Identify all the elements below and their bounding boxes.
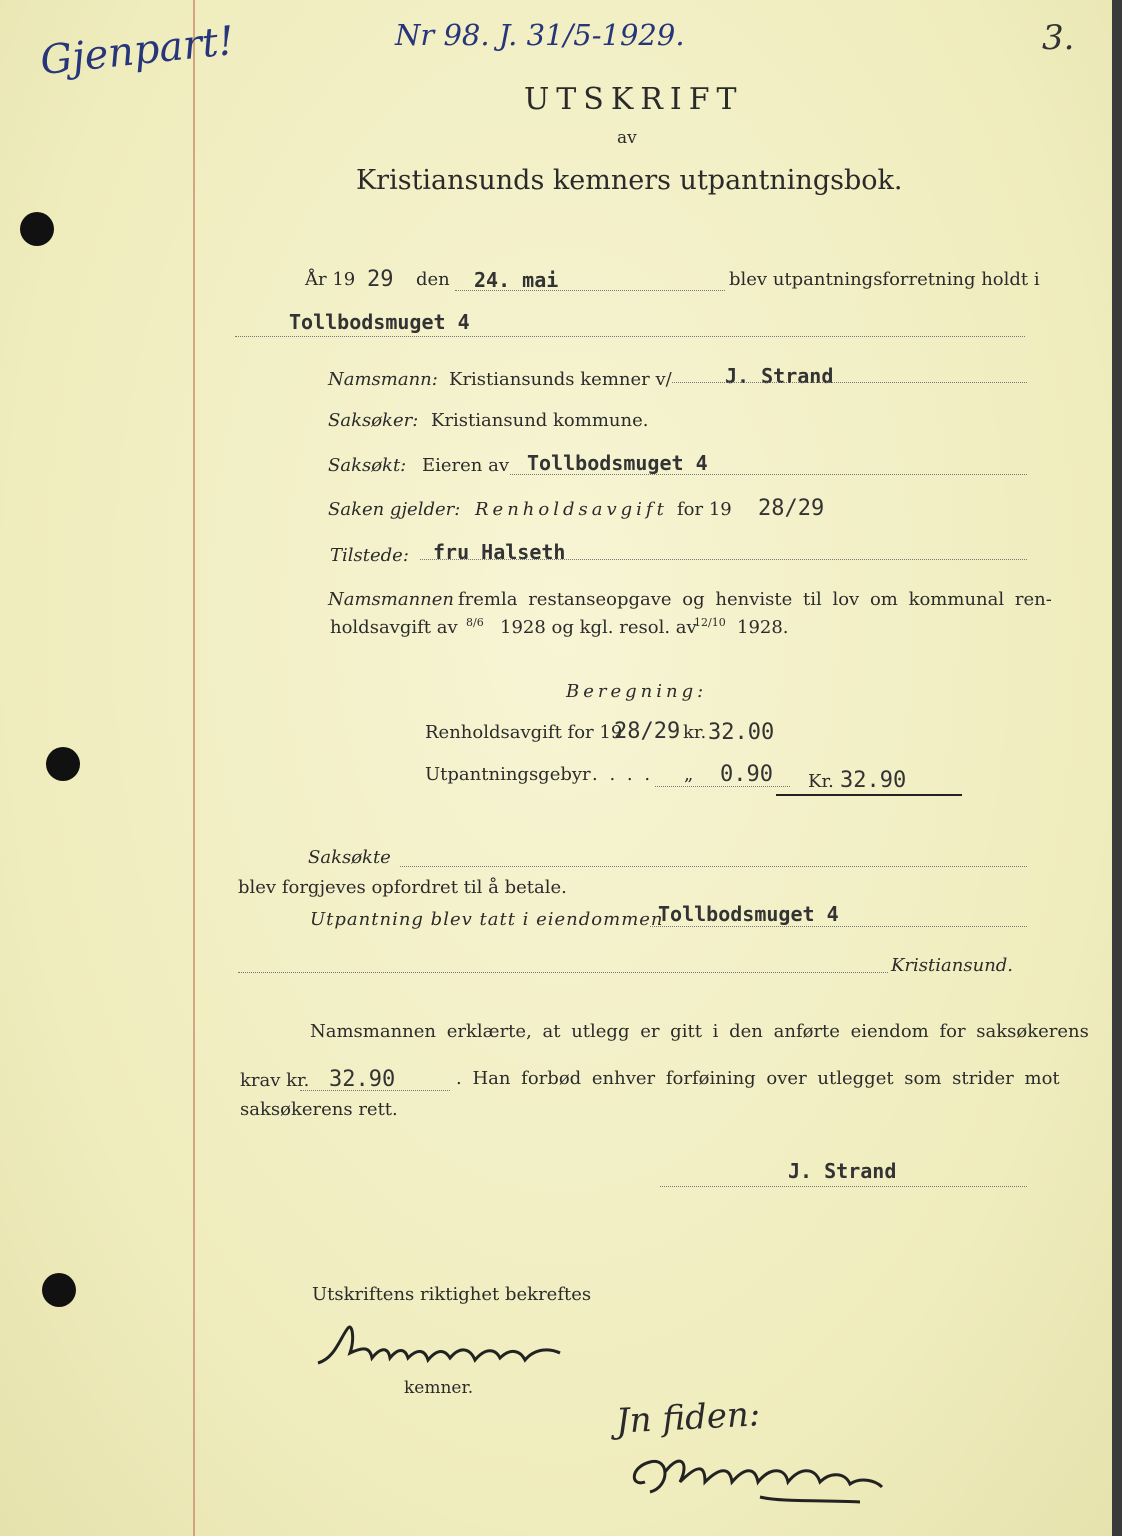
declaration-line2b: . Han forbød enhver forføining over utlegget som strider mot <box>456 1068 1060 1089</box>
declaration-line1: Namsmannen erklærte, at utlegg er gitt i den anførte eiendom for saksøkerens <box>310 1021 1089 1042</box>
statement-line2a: holdsavgift av <box>330 617 458 638</box>
saksokte-label: Saksøkte <box>308 847 391 868</box>
calc-row1-kr: kr. <box>683 722 707 743</box>
declaration-line2a: krav kr. <box>240 1070 310 1091</box>
kemner-signature <box>310 1318 580 1378</box>
calc-row1-period: 28/29 <box>614 719 681 744</box>
statement-line1: fremla restanseopgave og henviste til lov om kommunal ren- <box>458 589 1052 610</box>
scan-edge <box>1112 0 1122 1536</box>
property-value: Tollbodsmuget 4 <box>658 902 839 926</box>
calc-total-amount: 32.90 <box>840 768 907 793</box>
place-text: Kristiansund. <box>891 955 1014 976</box>
calc-row2-label: Utpantningsgebyr <box>425 764 591 785</box>
calc-total-kr: Kr. <box>808 771 834 792</box>
namsmann-value: J. Strand <box>725 364 834 388</box>
gjenpart-annotation: Gjenpart! <box>38 17 237 85</box>
calc-heading: Beregning: <box>566 681 708 702</box>
page-number: 3. <box>1042 18 1075 58</box>
aar-label: År 19 <box>305 269 356 290</box>
calc-row2-amount: 0.90 <box>720 762 773 787</box>
document-title: UTSKRIFT <box>524 82 744 117</box>
utpantning-text: Utpantning blev tatt i eiendommen <box>310 909 664 930</box>
calc-row1-amount: 32.00 <box>708 720 775 745</box>
bekreftes-text: Utskriftens riktighet bekreftes <box>312 1284 592 1305</box>
kemner-label: kemner. <box>404 1378 474 1398</box>
statement-date1: 8/6 <box>466 616 484 629</box>
tilstede-value: fru Halseth <box>433 540 566 564</box>
saken-label: Saken gjelder: <box>328 499 461 520</box>
forgjeves-text: blev forgjeves opfordret til å betale. <box>238 877 567 898</box>
calc-row1-label: Renholdsavgift for 19 <box>425 722 623 743</box>
statement-line2b: 1928 og kgl. resol. av <box>500 617 697 638</box>
namsmann-label: Namsmann: <box>328 369 438 390</box>
margin-line <box>193 0 195 1536</box>
saken-for: for 19 <box>677 499 732 520</box>
punch-hole <box>42 1273 76 1307</box>
declaration-line3: saksøkerens rett. <box>240 1099 398 1120</box>
calc-row2-ditto: „ <box>684 764 694 785</box>
location-value: Tollbodsmuget 4 <box>289 310 470 334</box>
punch-hole <box>20 212 54 246</box>
handwritten-signature <box>620 1442 900 1512</box>
den-label: den <box>416 269 450 290</box>
tilstede-label: Tilstede: <box>330 545 409 566</box>
saksokt-text: Eieren av <box>422 455 510 476</box>
year-suffix: 29 <box>367 267 394 292</box>
statement-line2c: 1928. <box>737 617 789 638</box>
declaration-amount: 32.90 <box>329 1067 396 1092</box>
document-subtitle: Kristiansunds kemners utpantningsbok. <box>356 165 903 196</box>
statement-date2: 12/10 <box>694 616 726 629</box>
declaration-signature: J. Strand <box>788 1159 897 1183</box>
saksokt-value: Tollbodsmuget 4 <box>527 451 708 475</box>
namsmann-text: Kristiansunds kemner v/ <box>449 369 672 390</box>
saksokt-label: Saksøkt: <box>328 455 407 476</box>
held-text: blev utpantningsforretning holdt i <box>729 269 1040 290</box>
saken-period: 28/29 <box>758 496 825 521</box>
punch-hole <box>46 747 80 781</box>
namsmannen-label: Namsmannen <box>328 589 455 610</box>
saken-text: Renholdsavgift <box>475 499 668 520</box>
saksoker-text: Kristiansund kommune. <box>431 410 649 431</box>
title-av: av <box>617 128 637 148</box>
date-value: 24. mai <box>474 268 559 292</box>
calc-row2-dots: . . . . <box>592 764 654 785</box>
handwritten-note: Jn fiden: <box>615 1394 762 1442</box>
total-rule <box>776 794 962 796</box>
reference-annotation: Nr 98. J. 31/5-1929. <box>395 18 685 52</box>
saksoker-label: Saksøker: <box>328 410 419 431</box>
